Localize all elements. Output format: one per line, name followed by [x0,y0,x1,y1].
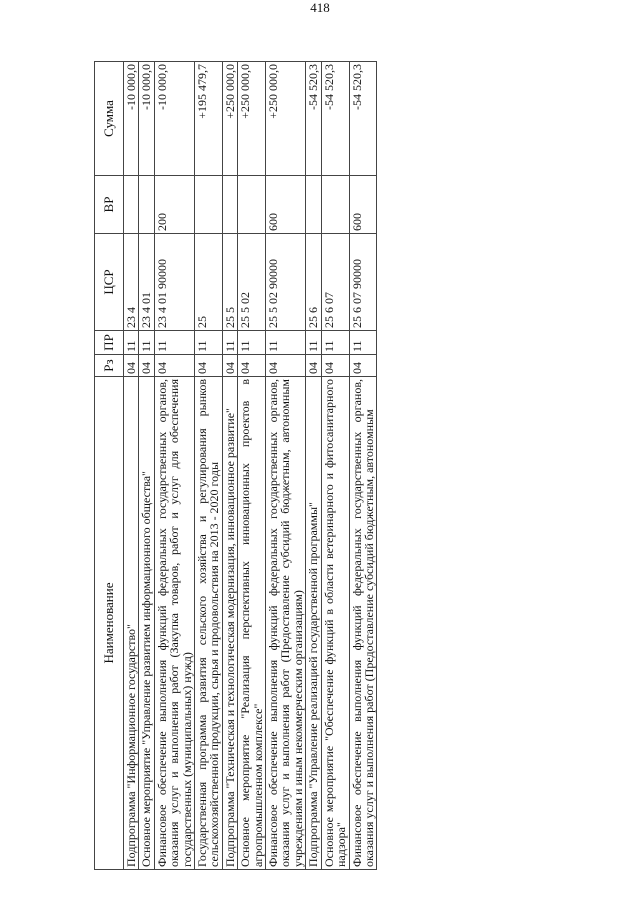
row-csr: 25 5 [222,234,237,331]
row-csr: 25 6 07 [321,234,349,331]
row-sum: -54 520,3 [306,62,321,176]
row-pr: 11 [306,331,321,355]
row-sum: -10 000,0 [139,62,154,176]
row-csr: 25 6 [306,234,321,331]
row-vr [139,176,154,234]
row-vr [222,176,237,234]
budget-table [94,61,377,870]
row-name: Финансовое обеспечение выполнения функций федеральных государственных органов, оказания услуг и выполнения работ (Предоставление субсидий бюджетным, автономным [349,377,377,870]
row-name: Основное мероприятие "Обеспечение функций в области ветеринарного и фитосанитарного надзора" [321,377,349,870]
row-name: Финансовое обеспечение выполнения функций федеральных государственных органов, оказания услуг и выполнения работ (Закупка товаров, работ и услуг для обеспечения государственных (муниципальных) нужд) [154,377,194,870]
row-vr [306,176,321,234]
row-pr: 11 [321,331,349,355]
row-pr: 11 [222,331,237,355]
row-name: Подпрограмма "Информационное государство" [124,377,139,870]
row-rz: 04 [321,355,349,377]
table-row [124,62,139,870]
row-sum: +250 000,0 [238,62,266,176]
header-pr: ПР [95,331,124,355]
row-name: Основное мероприятие "Реализация перспективных инновационных проектов в агропромышленном комплексе" [238,377,266,870]
table-row [321,62,349,870]
row-csr: 25 5 02 90000 [266,234,306,331]
row-sum: -10 000,0 [124,62,139,176]
row-sum: +250 000,0 [222,62,237,176]
header-name: Наименование [95,377,124,870]
row-sum: +250 000,0 [266,62,306,176]
row-rz: 04 [139,355,154,377]
table-row [238,62,266,870]
row-csr: 23 4 [124,234,139,331]
row-rz: 04 [266,355,306,377]
row-sum: -54 520,3 [321,62,349,176]
row-name: Подпрограмма "Техническая и технологическая модернизация, инновационное развитие" [222,377,237,870]
row-pr: 11 [266,331,306,355]
table-row [266,62,306,870]
table-row [222,62,237,870]
table-row [195,62,223,870]
row-vr: 200 [154,176,194,234]
row-vr [195,176,223,234]
table-row [349,62,377,870]
row-sum: -54 520,3 [349,62,377,176]
row-csr: 25 6 07 90000 [349,234,377,331]
row-csr: 25 [195,234,223,331]
row-name: Подпрограмма "Управление реализацией государственной программы" [306,377,321,870]
row-name: Финансовое обеспечение выполнения функций федеральных государственных органов, оказания услуг и выполнения работ (Предоставление субсидий бюджетным, автономным учреждениям и иным некоммерческим организациям) [266,377,306,870]
row-vr [238,176,266,234]
header-csr: ЦСР [95,234,124,331]
row-csr: 23 4 01 90000 [154,234,194,331]
row-rz: 04 [349,355,377,377]
row-rz: 04 [222,355,237,377]
row-rz: 04 [306,355,321,377]
row-pr: 11 [195,331,223,355]
row-pr: 11 [154,331,194,355]
row-rz: 04 [238,355,266,377]
row-rz: 04 [195,355,223,377]
header-rz: Рз [95,355,124,377]
row-csr: 25 5 02 [238,234,266,331]
row-pr: 11 [124,331,139,355]
row-name: Основное мероприятие "Управление развитием информационного общества" [139,377,154,870]
header-vr: ВР [95,176,124,234]
row-pr: 11 [238,331,266,355]
row-rz: 04 [154,355,194,377]
table-row [154,62,194,870]
row-pr: 11 [139,331,154,355]
table-row [306,62,321,870]
rotated-page-content [94,62,586,870]
row-rz: 04 [124,355,139,377]
row-sum: -10 000,0 [154,62,194,176]
header-sum: Сумма [95,62,124,176]
row-vr: 600 [266,176,306,234]
row-name: Государственная программа развития сельского хозяйства и регулирования рынков сельскохозяйственной продукции, сырья и продовольствия на 2013 - 2020 годы [195,377,223,870]
page-number: 418 [310,0,330,15]
row-csr: 23 4 01 [139,234,154,331]
row-vr: 600 [349,176,377,234]
row-vr [124,176,139,234]
table-header-row [95,62,124,870]
table-row [139,62,154,870]
row-pr: 11 [349,331,377,355]
row-vr [321,176,349,234]
row-sum: +195 479,7 [195,62,223,176]
